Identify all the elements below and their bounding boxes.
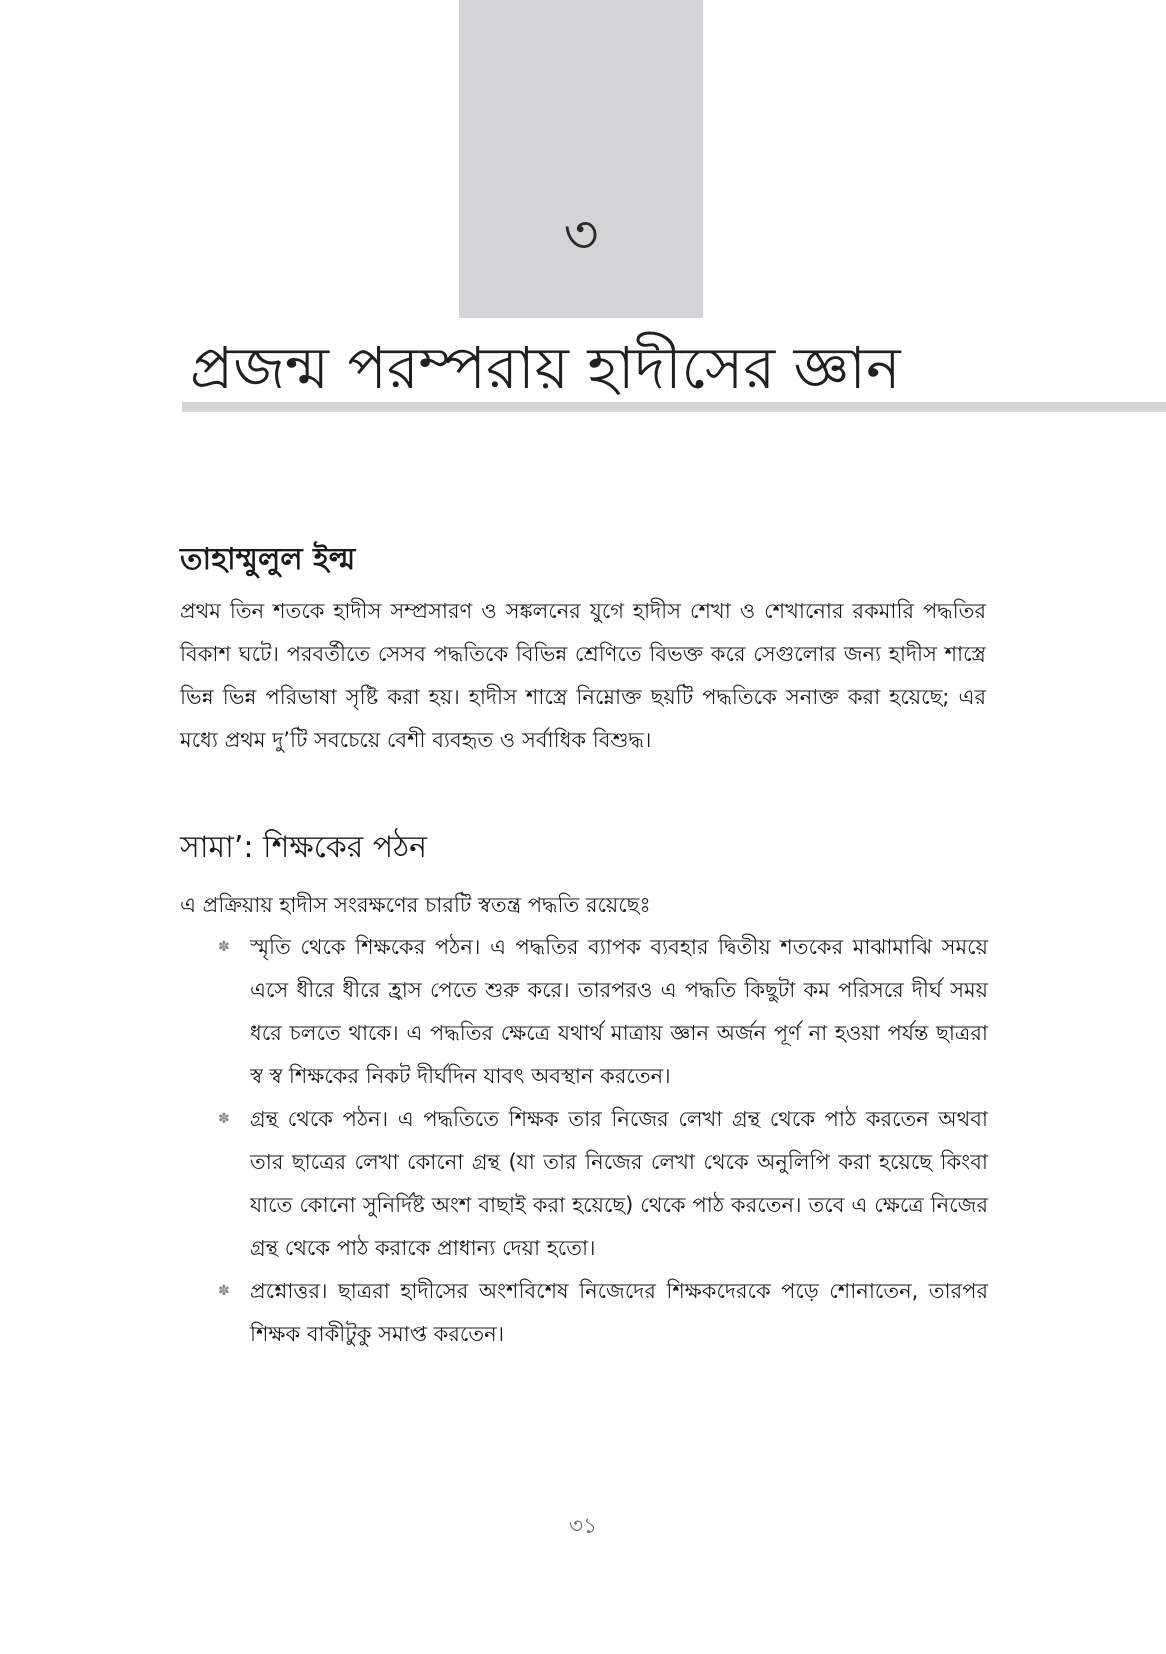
flower-bullet-icon: ✽ bbox=[218, 1283, 230, 1299]
flower-bullet-icon: ✽ bbox=[218, 1111, 230, 1127]
list-item bbox=[218, 1098, 988, 1270]
list-item-text: প্রশ্নোত্তর। ছাত্ররা হাদীসের অংশবিশেষ নিজেদের শিক্ষকদেরকে পড়ে শোনাতেন, তারপর শিক্ষক বাকীটুকু সমাপ্ত করতেন। bbox=[250, 1279, 988, 1346]
subsection-intro: এ প্রক্রিয়ায় হাদীস সংরক্ষণের চারটি স্বতন্ত্র পদ্ধতি রয়েছেঃ bbox=[180, 893, 651, 917]
chapter-number-box bbox=[459, 0, 703, 318]
section-heading: তাহাম্মুলুল ইল্ম bbox=[180, 542, 356, 577]
method-list bbox=[218, 926, 988, 1356]
page-number: ৩১ bbox=[568, 1514, 598, 1539]
chapter-number: ৩ bbox=[563, 203, 599, 266]
subsection-heading: সামা’: শিক্ষকের পঠন bbox=[180, 830, 428, 865]
flower-bullet-icon: ✽ bbox=[218, 939, 230, 955]
chapter-title: প্রজন্ম পরম্পরায় হাদীসের জ্ঞান bbox=[190, 334, 901, 402]
list-item-text: গ্রন্থ থেকে পঠন। এ পদ্ধতিতে শিক্ষক তার নিজের লেখা গ্রন্থ থেকে পাঠ করতেন অথবা তার ছাত্রের লেখা কোনো গ্রন্থ (যা তার নিজের লেখা থেকে অনুলিপি করা হয়েছে কিংবা যাতে কোনো সুনির্দিষ্ট অংশ বাছাই করা হয়েছে) থেকে পাঠ করতেন। তবে এ ক্ষেত্রে নিজের গ্রন্থ থেকে পাঠ করাকে প্রাধান্য দেয়া হতো। bbox=[250, 1107, 988, 1260]
list-item-text: স্মৃতি থেকে শিক্ষকের পঠন। এ পদ্ধতির ব্যাপক ব্যবহার দ্বিতীয় শতকের মাঝামাঝি সময়ে এসে ধীরে ধীরে হ্রাস পেতে শুরু করে। তারপরও এ পদ্ধতি কিছুটা কম পরিসরে দীর্ঘ সময় ধরে চলতে থাকে। এ পদ্ধতির ক্ষেত্রে যথার্থ মাত্রায় জ্ঞান অর্জন পূর্ণ না হওয়া পর্যন্ত ছাত্ররা স্ব স্ব শিক্ষকের নিকট দীর্ঘদিন যাবৎ অবস্থান করতেন। bbox=[250, 935, 988, 1088]
title-underline-rule bbox=[182, 402, 1166, 412]
intro-paragraph: প্রথম তিন শতকে হাদীস সম্প্রসারণ ও সঙ্কলনের যুগে হাদীস শেখা ও শেখানোর রকমারি পদ্ধতির বিকাশ ঘটে। পরবর্তীতে সেসব পদ্ধতিকে বিভিন্ন শ্রেণিতে বিভক্ত করে সেগুলোর জন্য হাদীস শাস্ত্রে ভিন্ন ভিন্ন পরিভাষা সৃষ্টি করা হয়। হাদীস শাস্ত্রে নিম্নোক্ত ছয়টি পদ্ধতিকে সনাক্ত করা হয়েছে; এর মধ্যে প্রথম দু’টি সবচেয়ে বেশী ব্যবহৃত ও সর্বাধিক বিশুদ্ধ। bbox=[180, 599, 986, 752]
list-item bbox=[218, 1270, 988, 1356]
list-item bbox=[218, 926, 988, 1098]
